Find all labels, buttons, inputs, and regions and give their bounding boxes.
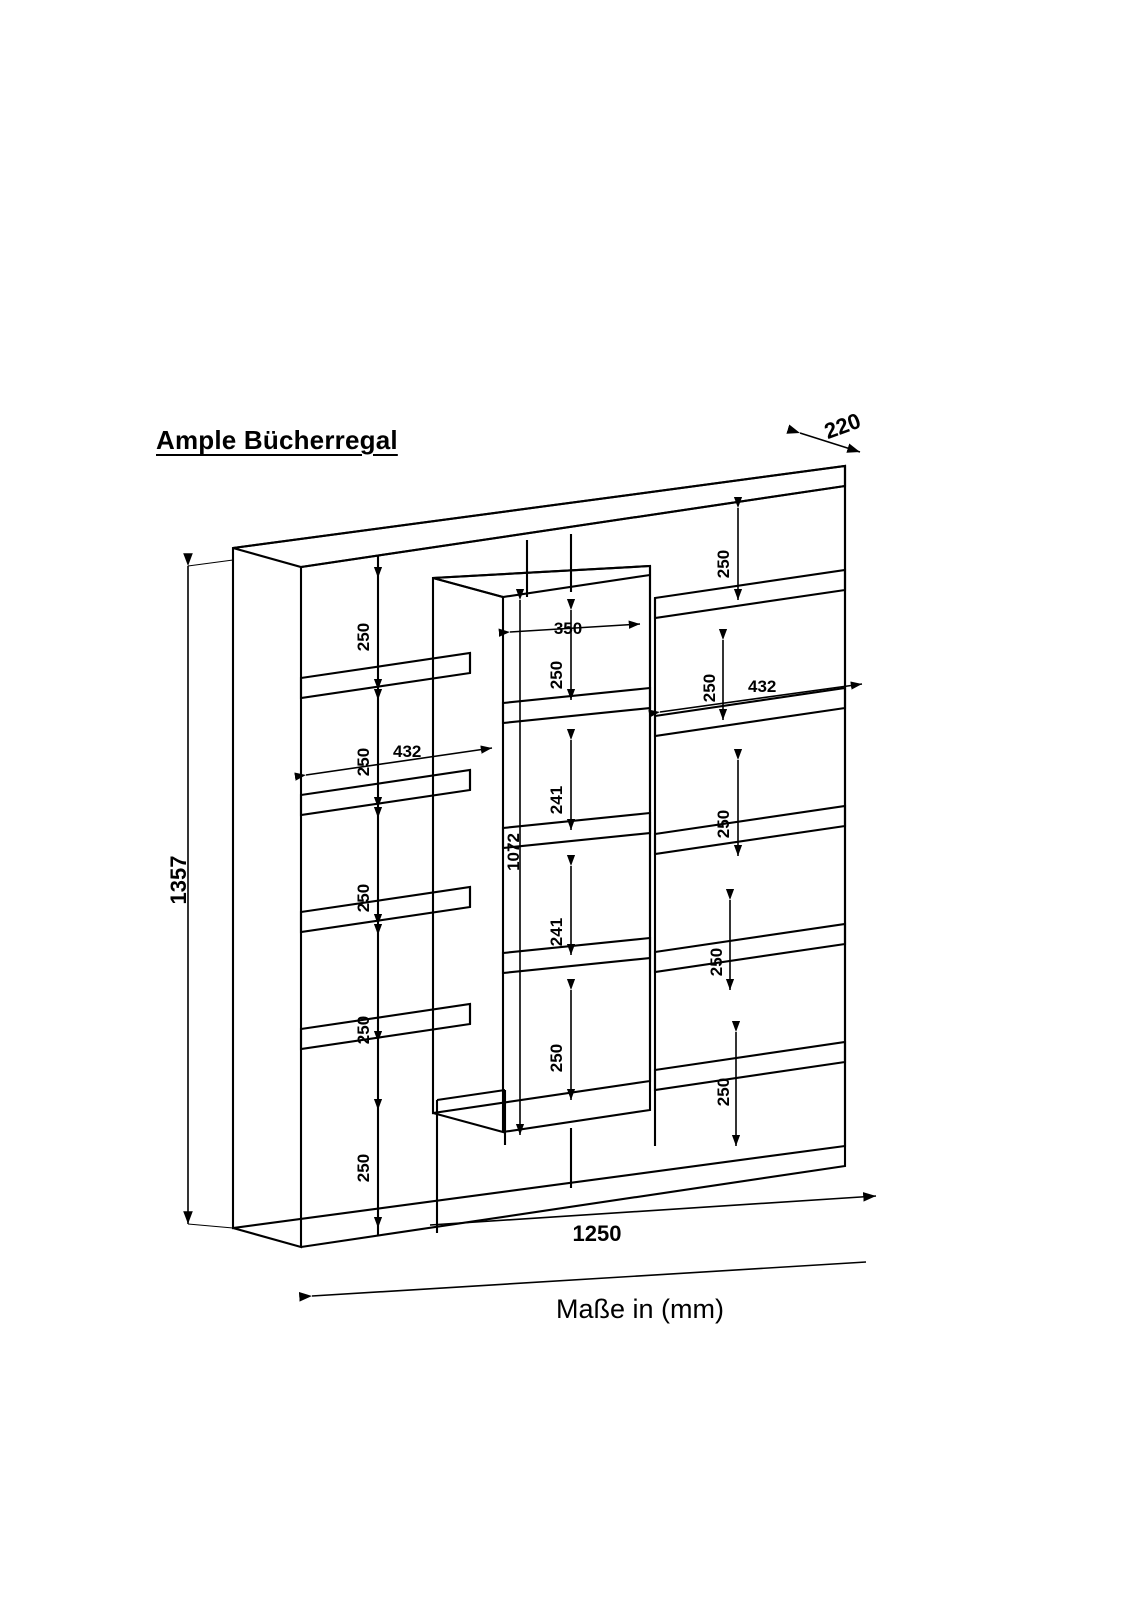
dimension-lines bbox=[188, 433, 876, 1296]
dim-left-shelf-5: 250 bbox=[354, 1153, 373, 1183]
dim-left-shelf-1: 250 bbox=[354, 622, 373, 652]
dim-center-height-1072: 1072 bbox=[504, 833, 523, 871]
dim-left-width-432: 432 bbox=[393, 742, 422, 761]
dim-right-shelf-2: 250 bbox=[700, 673, 719, 703]
dim-left-shelf-4: 250 bbox=[354, 1015, 373, 1045]
dim-center-width-350: 350 bbox=[553, 619, 583, 638]
page-title: Ample Bücherregal bbox=[156, 425, 398, 455]
dim-left-shelf-3: 250 bbox=[354, 883, 373, 913]
dim-right-shelf-5: 250 bbox=[714, 1077, 733, 1107]
dim-left-shelf-2: 250 bbox=[354, 747, 373, 777]
dim-right-width-432: 432 bbox=[748, 677, 777, 696]
units-caption: Maße in (mm) bbox=[556, 1294, 724, 1324]
dim-center-shelf-4: 250 bbox=[547, 1043, 566, 1073]
dim-height-1357: 1357 bbox=[166, 855, 191, 905]
dim-center-shelf-2: 241 bbox=[547, 785, 566, 815]
dim-width-1250: 1250 bbox=[572, 1221, 622, 1246]
cabinet-geometry bbox=[233, 466, 845, 1247]
dim-center-shelf-1: 250 bbox=[547, 660, 566, 690]
dim-center-shelf-3: 241 bbox=[547, 917, 566, 947]
dim-right-shelf-3: 250 bbox=[714, 809, 733, 839]
dim-right-shelf-4: 250 bbox=[707, 947, 726, 977]
dim-depth-220: 220 bbox=[820, 407, 864, 444]
dim-right-shelf-1: 250 bbox=[714, 549, 733, 579]
